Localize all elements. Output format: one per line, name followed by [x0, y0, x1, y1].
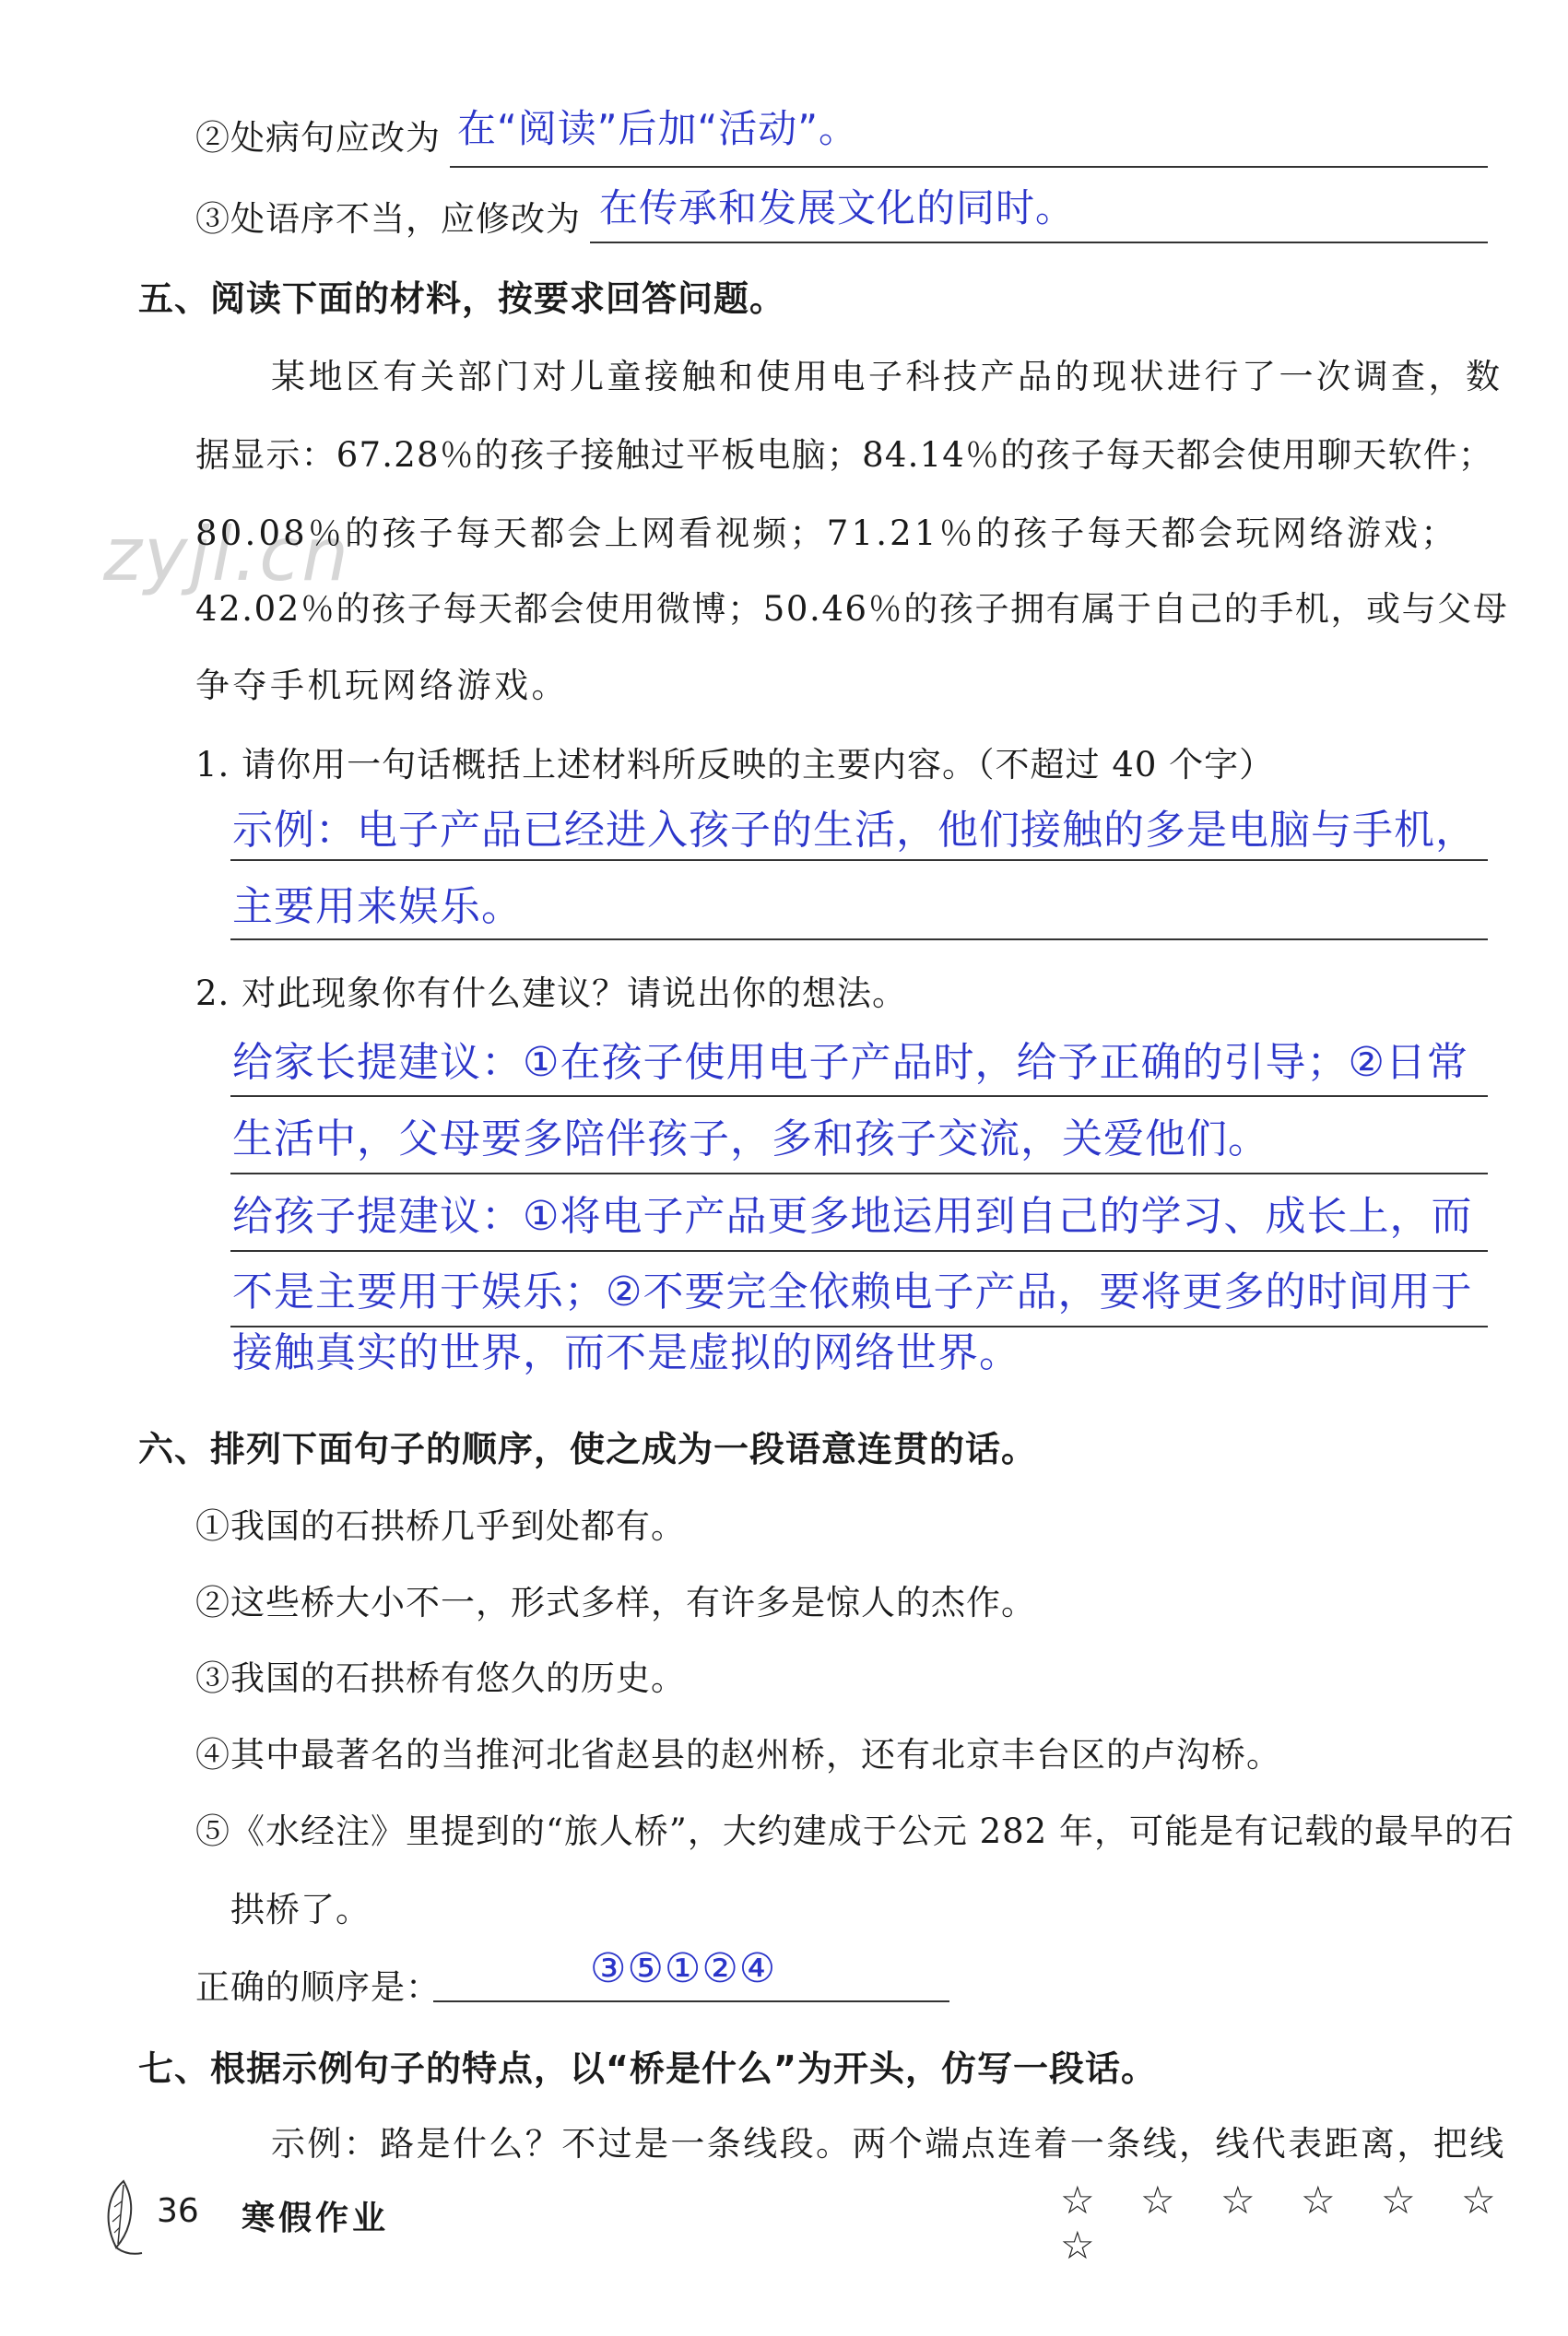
- section6-title: 六、排列下面句子的顺序，使之成为一段语意连贯的话。: [138, 1429, 1038, 1469]
- material-line-4: 42.02％的孩子每天都会使用微博；50.46％的孩子拥有属于自己的手机，或与父母: [195, 589, 1509, 629]
- order-underline: [433, 2000, 949, 2002]
- order-label: 正确的顺序是：: [195, 1967, 441, 2007]
- answer-1-line-2: 主要用来娱乐。: [232, 883, 523, 930]
- material-line-3: 80.08％的孩子每天都会上网看视频；71.21％的孩子每天都会玩网络游戏；: [195, 513, 1458, 553]
- answer-underline: [230, 1095, 1488, 1097]
- q-prev-line3-label: ③处语序不当，应修改为: [195, 199, 581, 239]
- q-prev-line3-answer: 在传承和发展文化的同时。: [599, 185, 1076, 230]
- answer-underline: [230, 859, 1488, 861]
- page-number: 36: [157, 2192, 199, 2230]
- answer-underline: [230, 1250, 1488, 1252]
- star-rating: ☆ ☆ ☆ ☆ ☆ ☆ ☆: [1060, 2177, 1513, 2268]
- answer-2-line-4: 不是主要用于娱乐；②不要完全依赖电子产品，要将更多的时间用于: [232, 1268, 1473, 1315]
- book-title: 寒假作业: [242, 2200, 390, 2237]
- material-line-5: 争夺手机玩网络游戏。: [195, 666, 569, 705]
- sentence-2: ②这些桥大小不一，形式多样，有许多是惊人的杰作。: [195, 1583, 1036, 1622]
- q-prev-line2-answer: 在“阅读”后加“活动”。: [457, 106, 859, 151]
- answer-2-line-5: 接触真实的世界，而不是虚拟的网络世界。: [232, 1329, 1020, 1376]
- question-1: 1. 请你用一句话概括上述材料所反映的主要内容。（不超过 40 个字）: [195, 745, 1275, 785]
- leaf-decoration-icon: [96, 2174, 151, 2262]
- material-line-1: 某地区有关部门对儿童接触和使用电子科技产品的现状进行了一次调查，数: [271, 357, 1503, 396]
- answer-2-line-1: 给家长提建议：①在孩子使用电子产品时，给予正确的引导；②日常: [232, 1039, 1468, 1086]
- question-2: 2. 对此现象你有什么建议？请说出你的想法。: [195, 973, 908, 1013]
- example-sentence: 示例：路是什么？不过是一条线段。两个端点连着一条线，线代表距离，把线: [271, 2124, 1506, 2164]
- answer-underline: [230, 938, 1488, 940]
- section7-title: 七、根据示例句子的特点，以“桥是什么”为开头，仿写一段话。: [138, 2048, 1157, 2089]
- sentence-1: ①我国的石拱桥几乎到处都有。: [195, 1506, 686, 1546]
- q-prev-line2-label: ②处病句应改为: [195, 118, 441, 158]
- answer-1-line-1: 示例：电子产品已经进入孩子的生活，他们接触的多是电脑与手机，: [232, 807, 1477, 854]
- answer-2-line-2: 生活中，父母要多陪伴孩子，多和孩子交流，关爱他们。: [232, 1115, 1269, 1162]
- sentence-3: ③我国的石拱桥有悠久的历史。: [195, 1658, 686, 1698]
- order-answer: ③⑤①②④: [590, 1945, 777, 1992]
- answer-underline: [450, 166, 1488, 168]
- answer-underline: [590, 242, 1488, 243]
- material-line-2: 据显示：67.28％的孩子接触过平板电脑；84.14％的孩子每天都会使用聊天软件；: [195, 435, 1494, 475]
- section5-title: 五、阅读下面的材料，按要求回答问题。: [138, 278, 786, 319]
- answer-2-line-3: 给孩子提建议：①将电子产品更多地运用到自己的学习、成长上，而: [232, 1193, 1473, 1240]
- sentence-5-cont: 拱桥了。: [230, 1890, 371, 1929]
- answer-underline: [230, 1173, 1488, 1174]
- sentence-5: ⑤《水经注》里提到的“旅人桥”，大约建成于公元 282 年，可能是有记载的最早的石: [195, 1811, 1515, 1851]
- watermark: zyjl.cn: [103, 512, 350, 597]
- sentence-4: ④其中最著名的当推河北省赵县的赵州桥，还有北京丰台区的卢沟桥。: [195, 1735, 1281, 1775]
